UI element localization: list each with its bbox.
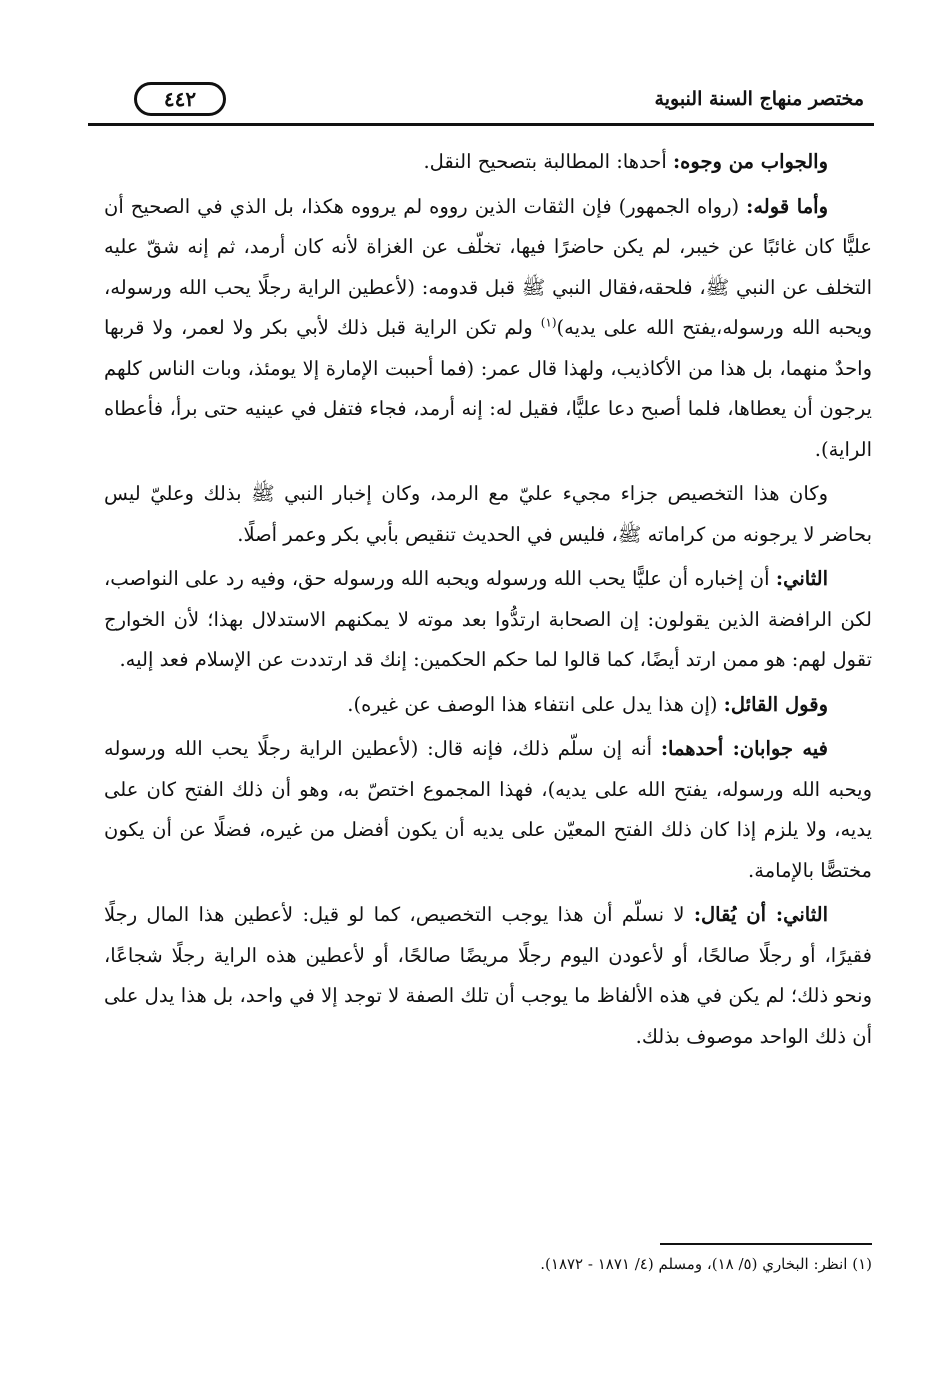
body-text bbox=[104, 142, 872, 1222]
paragraph-lead: الثاني: bbox=[775, 567, 828, 590]
paragraph bbox=[104, 895, 872, 1057]
page-header bbox=[88, 78, 874, 126]
paragraph-lead: والجواب من وجوه: bbox=[672, 150, 828, 173]
paragraph-lead: وأما قوله: bbox=[746, 194, 828, 218]
paragraph-lead: فيه جوابان: أحدهما: bbox=[660, 737, 828, 760]
paragraph bbox=[104, 474, 872, 555]
paragraph-lead: الثاني: أن يُقال: bbox=[693, 903, 828, 926]
footnote-reference: (١) bbox=[540, 315, 557, 330]
page-number: ٤٤٢ bbox=[134, 82, 226, 116]
paragraph bbox=[104, 142, 872, 183]
paragraph bbox=[104, 187, 872, 471]
paragraph bbox=[104, 729, 872, 891]
footnote-rule bbox=[660, 1243, 872, 1245]
paragraph bbox=[104, 685, 872, 726]
paragraph-text: (رواه الجمهور) فإن الثقات الذين رووه لم يرووه هكذا، بل الذي في الصحيح أن عليًّا كان غائبًا عن خيبر، لم يكن حاضرًا فيها، تخلّف عن الغزاة لأنه كان أرمد، ثم إنه شقّ عليه التخلف عن النبي ﷺ، فلحقه،فقال النبي ﷺ قبل قدومه: (لأعطين الراية رجلًا يحب الله ورسوله، ويحبه الله ورسوله،يفتح الله على يديه) bbox=[104, 194, 872, 339]
paragraph-lead: وقول القائل: bbox=[723, 692, 828, 716]
paragraph bbox=[104, 559, 872, 681]
paragraph-text: أحدها: المطالبة بتصحيح النقل. bbox=[423, 150, 673, 173]
paragraph-text: أن إخباره أن عليًّا يحب الله ورسوله ويحبه الله ورسوله حق، وفيه رد على النواصب، لكن الرافضة الذين يقولون: إن الصحابة ارتدُّوا بعد موته لا يمكنهم الاستدلال بهذا؛ لأن الخوارج تقول لهم: هو ممن ارتد أيضًا، كما قالوا لما حكم الحكمين: إنك قد ارتددت عن الإسلام فعد إليه. bbox=[104, 567, 872, 671]
paragraph-text: وكان هذا التخصيص جزاء مجيء عليّ مع الرمد، وكان إخبار النبي ﷺ بذلك وعليّ ليس بحاضر لا يرجونه من كراماته ﷺ، فليس في الحديث تنقيص بأبي بكر وعمر أصلًا. bbox=[104, 482, 872, 546]
paragraph-text: ولم تكن الراية قبل ذلك لأبي بكر ولا لعمر، ولا قربها واحدٌ منهما، بل هذا من الأكاذيب، ولهذا قال عمر: (فما أحببت الإمارة إلا يومئذ، وبات الناس كلهم يرجون أن يعطاها، فلما أصبح دعا عليًّا، فقيل له: إنه أرمد، فجاء فتفل في عينيه حتى برأ، فأعطاه الراية). bbox=[104, 316, 872, 461]
paragraph-text: (إن هذا يدل على انتفاء هذا الوصف عن غيره). bbox=[347, 692, 724, 716]
paragraph-text: أنه إن سلّم ذلك، فإنه قال: (لأعطين الراية رجلًا يحب الله ورسوله ويحبه الله ورسوله، يفتح الله على يديه)، فهذا المجموع اختصّ به، وهو أن ذلك الفتح كان على يديه، ولا يلزم إذا كان ذلك الفتح المعيّن على يديه أن يكون أفضل من غيره، فضلًا عن أن يكون مختصًّا بالإمامة. bbox=[104, 737, 872, 882]
paragraph-text: لا نسلّم أن هذا يوجب التخصيص، كما لو قيل: لأعطين هذا المال رجلًا فقيرًا، أو رجلًا صالحًا، أو لأعودن اليوم رجلًا مريضًا صالحًا، أو لأعطين هذه الراية رجلًا شجاعًا، ونحو ذلك؛ لم يكن في هذه الألفاظ ما يوجب أن تلك الصفة لا توجد إلا في واحد، بل هذا يدل على أن ذلك الواحد موصوف بذلك. bbox=[104, 903, 872, 1048]
running-title: مختصر منهاج السنة النبوية bbox=[654, 88, 864, 110]
footnote: (١) انظر: البخاري (٥/ ١٨)، ومسلم (٤/ ١٨٧١ - ١٨٧٢). bbox=[540, 1255, 872, 1273]
header-rule bbox=[88, 123, 874, 126]
